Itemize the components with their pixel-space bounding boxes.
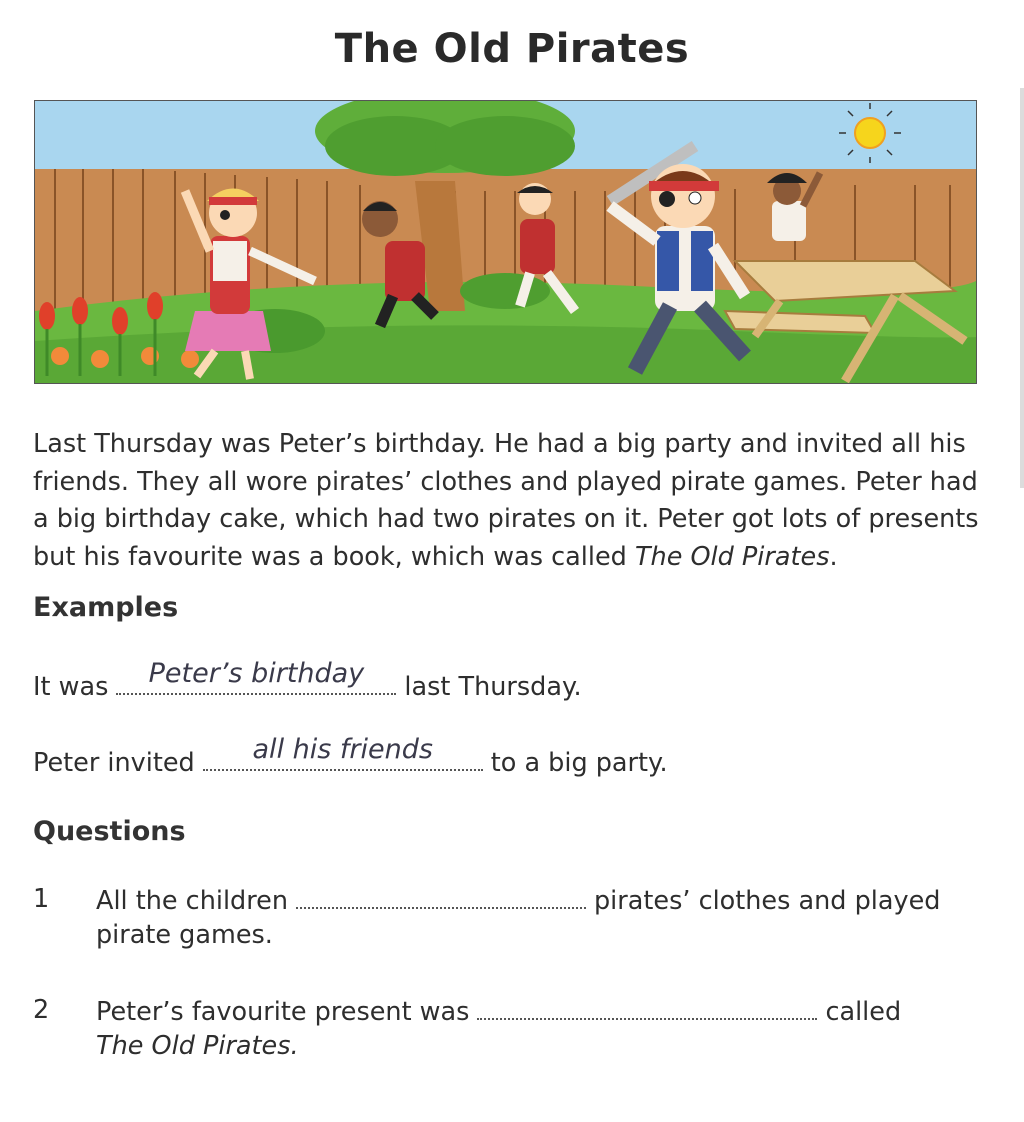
question-1-number: 1 xyxy=(33,884,50,914)
page-edge xyxy=(1020,88,1024,488)
question-1-answer-field[interactable] xyxy=(296,887,586,909)
question-2: Peter’s favourite present was called The Old Pirates. xyxy=(96,997,902,1061)
questions-heading: Questions xyxy=(33,816,186,847)
examples-heading: Examples xyxy=(33,592,179,623)
example-1-answer-field[interactable]: Peter’s birthday xyxy=(116,673,396,695)
question-1: All the children pirates’ clothes and played pirate games. xyxy=(96,886,941,950)
example-2: Peter invited all his friends to a big party. xyxy=(33,734,668,778)
example-1: It was Peter’s birthday last Thursday. xyxy=(33,658,582,702)
question-2-answer-field[interactable] xyxy=(477,998,817,1020)
question-2-number: 2 xyxy=(33,995,50,1025)
example-2-answer-field[interactable]: all his friends xyxy=(203,749,483,771)
page-title: The Old Pirates xyxy=(334,26,690,72)
story-text: Last Thursday was Peter’s birthday. He had a big party and invited all his friends. They all wore pirates’ clothes and played pirate games. Peter had a big birthday cake, which had two pirates on it. Peter got lots of presents but his favourite was a book, which was called The Old Pirates. xyxy=(33,429,979,572)
book-title: The Old Pirates xyxy=(634,541,830,572)
party-illustration xyxy=(34,100,977,384)
